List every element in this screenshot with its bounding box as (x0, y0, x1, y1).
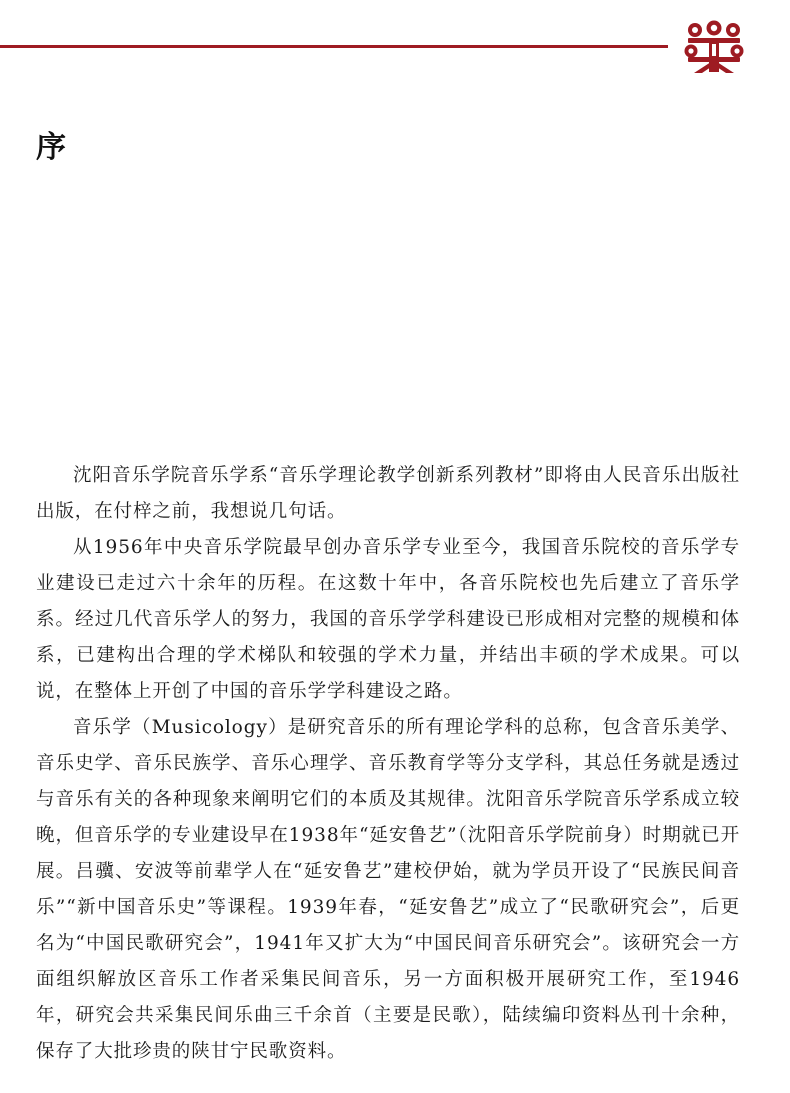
paragraph: 音乐学（Musicology）是研究音乐的所有理论学科的总称，包含音乐美学、音乐史学、音乐民族学、音乐心理学、音乐教育学等分支学科，其总任务就是透过与音乐有关的各种现象来阐明它们的本质及其规律。沈阳音乐学院音乐学系成立较晚，但音乐学的专业建设早在1938年“延安鲁艺”（沈阳音乐学院前身）时期就已开展。吕骥、安波等前辈学人在“延安鲁艺”建校伊始，就为学员开设了“民族民间音乐”“新中国音乐史”等课程。1939年春，“延安鲁艺”成立了“民歌研究会”，后更名为“中国民歌研究会”，1941年又扩大为“中国民间音乐研究会”。该研究会一方面组织解放区音乐工作者采集民间音乐，另一方面积极开展研究工作，至1946年，研究会共采集民间乐曲三千余首（主要是民歌），陆续编印资料丛刊十余种，保存了大批珍贵的陕甘宁民歌资料。 (36, 717, 740, 1062)
page-title: 序 (36, 130, 66, 165)
red-ornamental-emblem-icon (682, 20, 746, 74)
paragraph: 从1956年中央音乐学院最早创办音乐学专业至今，我国音乐院校的音乐学专业建设已走过六十余年的历程。在这数十年中，各音乐院校也先后建立了音乐学系。经过几代音乐学人的努力，我国的音乐学学科建设已形成相对完整的规模和体系，已建构出合理的学术梯队和较强的学术力量，并结出丰硕的学术成果。可以说，在整体上开创了中国的音乐学学科建设之路。 (36, 537, 740, 702)
body-text (36, 458, 740, 1070)
header-rule (0, 45, 668, 48)
paragraph: 沈阳音乐学院音乐学系“音乐学理论教学创新系列教材”即将由人民音乐出版社出版，在付梓之前，我想说几句话。 (36, 465, 740, 522)
